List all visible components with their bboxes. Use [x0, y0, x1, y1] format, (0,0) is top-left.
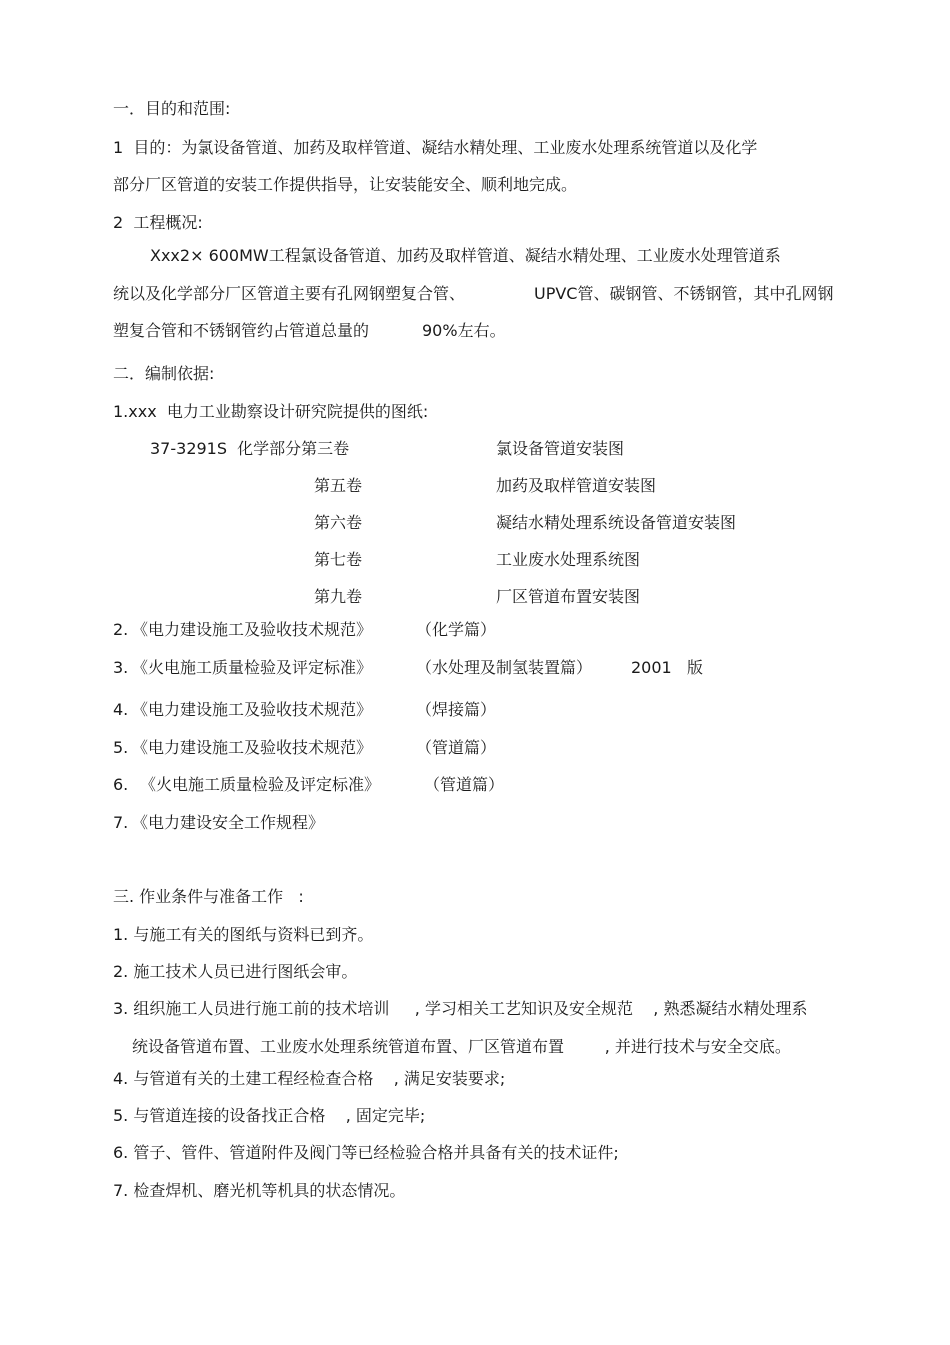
drawing-title: 凝结水精处理系统设备管道安装图 [496, 513, 737, 532]
section-2-heading: 二．编制依据: [113, 364, 215, 383]
overview-heading: 2 工程概况: [113, 213, 203, 232]
ref-name: 《电力建设施工及验收技术规范》 [132, 620, 373, 639]
drawing-volume: 第九卷 [314, 587, 363, 606]
ref-part: （焊接篇） [416, 700, 497, 719]
prep-item-continuation: 统设备管道布置、工业废水处理系统管道布置、厂区管道布置 , 并进行技术与安全交底。 [132, 1037, 791, 1056]
ref-part: （管道篇） [424, 775, 505, 794]
drawing-volume: 第六卷 [314, 513, 363, 532]
ref-part: （管道篇） [416, 738, 497, 757]
overview-line-3b: 90%左右。 [422, 321, 506, 340]
ref-part: （水处理及制氢装置篇） [416, 658, 593, 677]
prep-item: 6. 管子、管件、管道附件及阀门等已经检验合格并具备有关的技术证件; [113, 1143, 619, 1162]
ref-number: 3. [113, 658, 129, 677]
prep-item: 3. 组织施工人员进行施工前的技术培训 , 学习相关工艺知识及安全规范 , 熟悉凝结水精处理系 [113, 999, 808, 1018]
overview-line-3a: 塑复合管和不锈钢管约占管道总量的 [113, 321, 370, 340]
prep-item: 7. 检查焊机、磨光机等机具的状态情况。 [113, 1181, 406, 1200]
overview-line-2b: UPVC管、碳钢管、不锈钢管，其中孔网钢 [534, 284, 834, 303]
drawings-intro: 1.xxx 电力工业勘察设计研究院提供的图纸: [113, 402, 429, 421]
ref-name: 《电力建设安全工作规程》 [132, 813, 325, 832]
drawing-title: 工业废水处理系统图 [496, 550, 641, 569]
prep-item: 4. 与管道有关的土建工程经检查合格 , 满足安装要求; [113, 1069, 506, 1088]
ref-name: 《电力建设施工及验收技术规范》 [132, 738, 373, 757]
overview-line-1: Xxx2× 600MW工程氯设备管道、加药及取样管道、凝结水精处理、工业废水处理管道系 [150, 246, 781, 265]
prep-item: 1. 与施工有关的图纸与资料已到齐。 [113, 925, 374, 944]
ref-number: 6. [113, 775, 129, 794]
purpose-line-1: 1 目的：为氯设备管道、加药及取样管道、凝结水精处理、工业废水处理系统管道以及化学 [113, 138, 758, 157]
ref-name: 《火电施工质量检验及评定标准》 [140, 775, 381, 794]
ref-number: 4. [113, 700, 129, 719]
ref-name: 《电力建设施工及验收技术规范》 [132, 700, 373, 719]
section-3-heading: 三. 作业条件与准备工作 : [113, 887, 304, 906]
ref-number: 5. [113, 738, 129, 757]
drawing-volume: 第五卷 [314, 476, 363, 495]
overview-line-2a: 统以及化学部分厂区管道主要有孔网钢塑复合管、 [113, 284, 466, 303]
prep-item: 2. 施工技术人员已进行图纸会审。 [113, 962, 358, 981]
drawing-title: 厂区管道布置安装图 [496, 587, 641, 606]
drawing-title: 加药及取样管道安装图 [496, 476, 657, 495]
ref-part: （化学篇） [416, 620, 497, 639]
prep-item: 5. 与管道连接的设备找正合格 , 固定完毕; [113, 1106, 426, 1125]
drawing-title: 氯设备管道安装图 [496, 439, 625, 458]
drawing-volume: 第七卷 [314, 550, 363, 569]
purpose-line-2: 部分厂区管道的安装工作提供指导，让安装能安全、顺利地完成。 [113, 175, 578, 194]
ref-number: 2. [113, 620, 129, 639]
section-1-heading: 一．目的和范围: [113, 99, 231, 118]
ref-name: 《火电施工质量检验及评定标准》 [132, 658, 373, 677]
ref-number: 7. [113, 813, 129, 832]
ref-edition: 2001 版 [631, 658, 703, 677]
drawing-volume: 37-3291S 化学部分第三卷 [150, 439, 350, 458]
